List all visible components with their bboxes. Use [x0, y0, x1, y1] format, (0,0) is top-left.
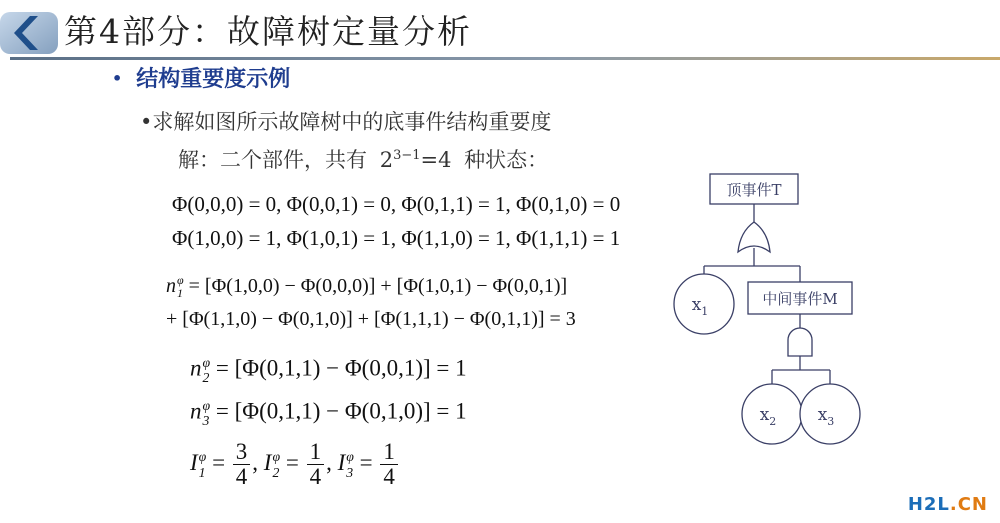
fraction-i3: $\frac{1}{4}$: [380, 440, 398, 489]
watermark-logo: H2L.CN: [907, 494, 988, 515]
chevron-left-icon: [0, 10, 62, 56]
basic-event-x2: [742, 384, 802, 444]
solution-prefix: 解：二个部件，共有: [178, 148, 367, 172]
x2-label: $x_2$: [759, 405, 777, 428]
state-count-expression: $2^{3-1}=4$: [379, 148, 452, 172]
slide-title: 第4部分：故障树定量分析: [64, 12, 472, 51]
n2-formula: n φ 2 = [Φ(0,1,1) − Φ(0,0,1)] = 1: [190, 355, 467, 386]
bullet-mark: •: [112, 69, 123, 88]
middle-event-label: 中间事件M: [762, 290, 838, 308]
top-event-label: 顶事件T: [726, 181, 782, 199]
importance-results: I φ 1 = $\frac{3}{4}$ , I φ 2 = $\frac{1}{4}$ , I φ 3 = $\frac{1}{4}$: [190, 440, 400, 489]
solution-suffix: 种状态：: [464, 148, 549, 172]
section-heading-text: 结构重要度示例: [136, 67, 291, 92]
fraction-i2: $\frac{1}{4}$: [307, 440, 325, 489]
or-gate-icon: [738, 222, 770, 252]
title-divider: [10, 57, 1000, 60]
n3-formula: n φ 3 = [Φ(0,1,1) − Φ(0,1,0)] = 1: [190, 398, 467, 429]
phi-values-row-2: Φ(1,0,0) = 1, Φ(1,0,1) = 1, Φ(1,1,0) = 1, Φ(1,1,1) = 1: [172, 226, 621, 250]
fraction-i1: $\frac{3}{4}$: [233, 440, 251, 489]
basic-event-x3: [800, 384, 860, 444]
section-heading: [112, 62, 290, 93]
fault-tree-diagram: [660, 170, 880, 460]
and-gate-icon: [788, 328, 812, 356]
n1-formula-line-2: + [Φ(1,1,0) − Φ(0,1,0)] + [Φ(1,1,1) − Φ(0,1,1)] = 3: [166, 308, 576, 330]
question-text: •求解如图所示故障树中的底事件结构重要度: [140, 110, 552, 134]
x3-label: $x_3$: [817, 405, 835, 428]
x1-label: $x_1$: [691, 295, 709, 318]
basic-event-x1: [674, 274, 734, 334]
slide-header: [0, 0, 1000, 62]
solution-line: [178, 144, 548, 174]
phi-values-row-1: Φ(0,0,0) = 0, Φ(0,0,1) = 0, Φ(0,1,1) = 1, Φ(0,1,0) = 0: [172, 192, 621, 216]
n1-formula-line-1: n φ 1 = [Φ(1,0,0) − Φ(0,0,0)] + [Φ(1,0,1) − Φ(0,0,1)]: [166, 273, 568, 301]
